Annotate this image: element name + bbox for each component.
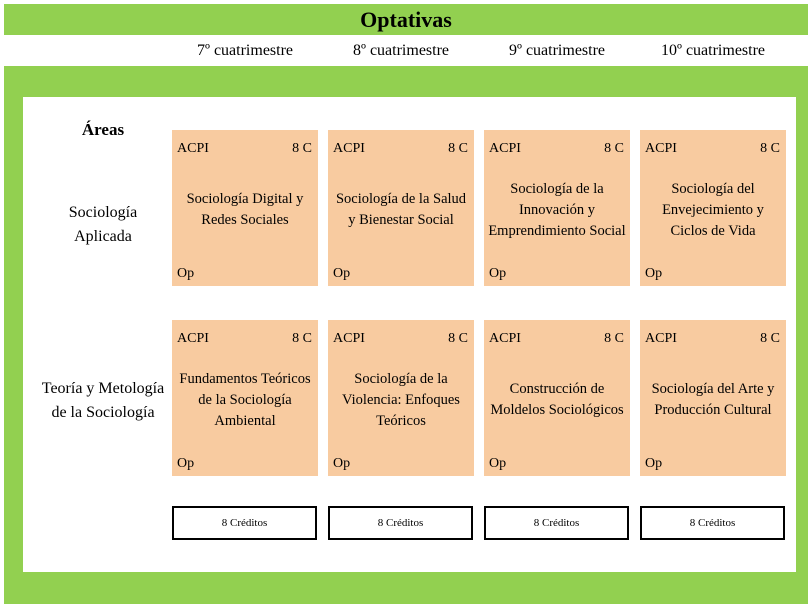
course-credits: 8 C: [448, 141, 468, 156]
course-card[interactable]: [484, 130, 630, 286]
credit-total: 8 Créditos: [640, 506, 785, 540]
frame-top-band: [4, 66, 808, 97]
course-credits: 8 C: [292, 331, 312, 346]
course-name: Sociología Digital y Redes Sociales: [186, 191, 304, 228]
course-code: ACPI: [489, 331, 521, 346]
course-code: ACPI: [177, 331, 209, 346]
course-type: Op: [489, 266, 507, 281]
page-title: Optativas: [4, 4, 808, 35]
course-code: ACPI: [333, 141, 365, 156]
credit-total: 8 Créditos: [328, 506, 473, 540]
course-credits: 8 C: [292, 141, 312, 156]
course-name: Construcción de Moldelos Sociológicos: [490, 381, 624, 418]
course-code: ACPI: [645, 331, 677, 346]
areas-heading: Áreas: [81, 120, 125, 139]
frame-left-band: [4, 97, 23, 572]
frame-bottom-band: [4, 572, 808, 604]
credit-total: 8 Créditos: [172, 506, 317, 540]
course-card[interactable]: [172, 130, 318, 286]
course-credits: 8 C: [448, 331, 468, 346]
course-name: Sociología de la Violencia: Enfoques Teóricos: [342, 370, 460, 429]
course-type: Op: [645, 456, 663, 471]
course-card[interactable]: [172, 320, 318, 476]
course-credits: 8 C: [760, 141, 780, 156]
course-code: ACPI: [333, 331, 365, 346]
course-name: Sociología de la Innovación y Emprendimiento Social: [488, 180, 626, 239]
course-type: Op: [333, 266, 351, 281]
course-type: Op: [333, 456, 351, 471]
column-header-7: 7º cuatrimestre: [196, 42, 294, 59]
course-type: Op: [177, 266, 195, 281]
column-header-10: 10º cuatrimestre: [660, 42, 766, 59]
course-code: ACPI: [489, 141, 521, 156]
course-code: ACPI: [177, 141, 209, 156]
course-name: Sociología del Arte y Producción Cultural: [651, 381, 775, 418]
course-code: ACPI: [645, 141, 677, 156]
column-header-8: 8º cuatrimestre: [352, 42, 450, 59]
course-name: Sociología del Envejecimiento y Ciclos de Vida: [662, 180, 764, 239]
course-credits: 8 C: [604, 141, 624, 156]
course-type: Op: [177, 456, 195, 471]
course-type: Op: [489, 456, 507, 471]
area-name-aplicada: Sociología Aplicada: [68, 204, 138, 245]
area-name-teoria: Teoría y Metología de la Sociología: [41, 380, 165, 421]
course-card[interactable]: [328, 130, 474, 286]
course-card[interactable]: [484, 320, 630, 476]
course-card[interactable]: [328, 320, 474, 476]
credit-total: 8 Créditos: [484, 506, 629, 540]
course-type: Op: [645, 266, 663, 281]
course-credits: 8 C: [760, 331, 780, 346]
course-card[interactable]: [640, 130, 786, 286]
course-credits: 8 C: [604, 331, 624, 346]
frame-right-band: [796, 97, 808, 572]
column-header-9: 9º cuatrimestre: [508, 42, 606, 59]
course-name: Fundamentos Teóricos de la Sociología Ambiental: [179, 370, 311, 429]
course-card[interactable]: [640, 320, 786, 476]
course-name: Sociología de la Salud y Bienestar Social: [335, 191, 467, 228]
